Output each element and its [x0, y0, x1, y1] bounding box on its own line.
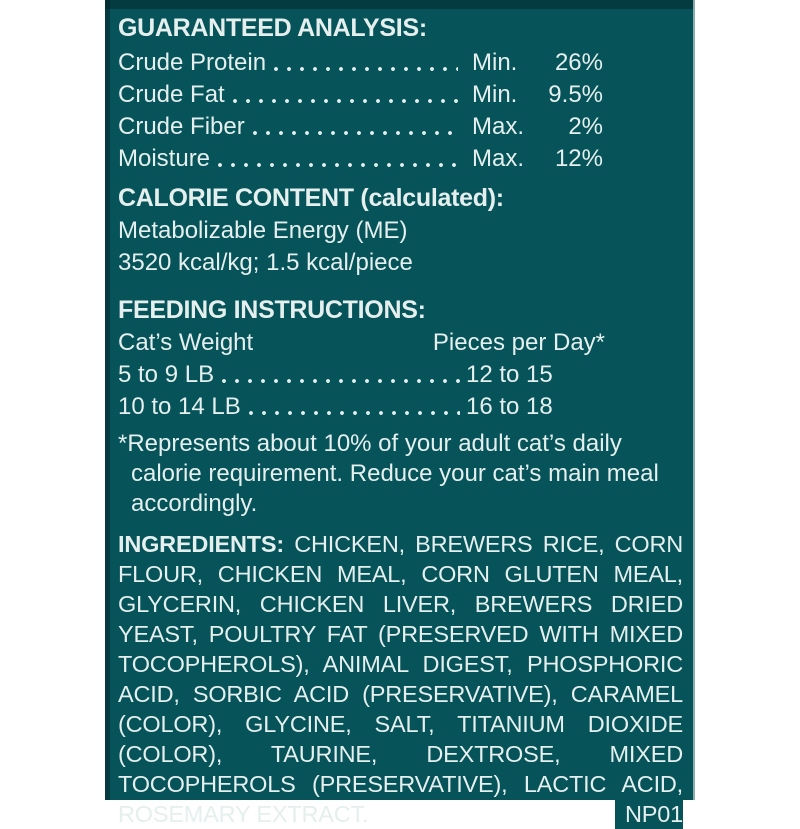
- nutrient-value: 2%: [568, 113, 603, 140]
- ingredients-heading: INGREDIENTS:: [118, 531, 285, 557]
- feeding-row: [118, 359, 605, 391]
- nutrient-value: 12%: [554, 145, 603, 172]
- basis-label: Max.: [472, 145, 525, 172]
- nutrient-value: 9.5%: [548, 81, 603, 108]
- feeding-table-header: [118, 327, 605, 359]
- dot-leader: [253, 111, 458, 143]
- dot-leader: [222, 359, 460, 391]
- nutrient-name: Crude Fiber: [118, 113, 245, 140]
- dot-leader: [233, 79, 458, 111]
- weight-range: 5 to 9 LB: [118, 361, 215, 388]
- feeding-row: [118, 391, 605, 423]
- basis-label: Min.: [472, 49, 518, 76]
- ingredients-paragraph: [118, 529, 683, 829]
- product-code: NP01: [615, 799, 683, 829]
- analysis-row: [118, 47, 603, 79]
- feeding-instructions-heading: FEEDING INSTRUCTIONS:: [118, 296, 426, 324]
- analysis-row: [118, 111, 603, 143]
- feeding-footnote: *Represents about 10% of your adult cat’s daily calorie requirement. Reduce your cat’s main meal accordingly.: [118, 430, 659, 517]
- label-content: [105, 0, 695, 829]
- nutrient-name: Crude Protein: [118, 49, 267, 76]
- dot-leader: [274, 47, 458, 79]
- weight-column-header: Cat’s Weight: [118, 329, 254, 356]
- nutrient-value: 26%: [554, 49, 603, 76]
- metabolizable-energy-line: Metabolizable Energy (ME): [118, 217, 408, 244]
- nutrient-name: Moisture: [118, 145, 211, 172]
- dot-leader: [249, 391, 460, 423]
- analysis-row: [118, 79, 603, 111]
- nutrition-label-panel: [105, 0, 695, 827]
- calorie-content-heading: CALORIE CONTENT (calculated):: [118, 184, 504, 212]
- pieces-range: 16 to 18: [466, 393, 553, 420]
- guaranteed-analysis-heading: GUARANTEED ANALYSIS:: [118, 14, 427, 42]
- basis-label: Max.: [472, 113, 525, 140]
- kcal-line: 3520 kcal/kg; 1.5 kcal/piece: [118, 249, 413, 276]
- weight-range: 10 to 14 LB: [118, 393, 241, 420]
- pieces-column-header: Pieces per Day*: [432, 329, 605, 356]
- analysis-row: [118, 143, 603, 175]
- pieces-range: 12 to 15: [466, 361, 553, 388]
- basis-label: Min.: [472, 81, 518, 108]
- nutrient-name: Crude Fat: [118, 81, 225, 108]
- ingredients-list: CHICKEN, BREWERS RICE, CORN FLOUR, CHICKEN MEAL, CORN GLUTEN MEAL, GLYCERIN, CHICKEN LIVER, BREWERS DRIED YEAST, POULTRY FAT (PRESERVED WITH MIXED TOCOPHEROLS), ANIMAL DIGEST, PHOSPHORIC ACID, SORBIC ACID (PRESERVATIVE), CARAMEL (COLOR), GLYCINE, SALT, TITANIUM DIOXIDE (COLOR), TAURINE, DEXTROSE, MIXED TOCOPHEROLS (PRESERVATIVE), LACTIC ACID, ROSEMARY EXTRACT.: [118, 531, 683, 827]
- dot-leader: [218, 143, 458, 175]
